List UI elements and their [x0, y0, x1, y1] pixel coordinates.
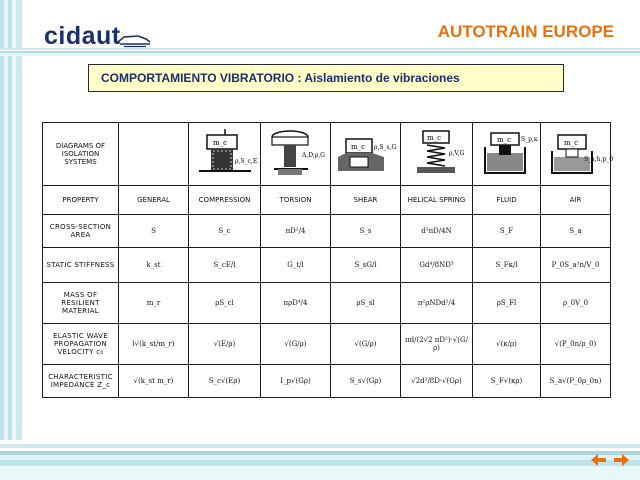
- table-cell: S_c: [189, 215, 261, 248]
- table-cell: ρS_Fl: [473, 283, 541, 324]
- left-decorative-stripe: [0, 0, 30, 480]
- torsion-diagram: [264, 127, 328, 181]
- table-cell: S_a: [541, 215, 611, 248]
- diagrams-header-label: DIAGRAMS OF ISOLATION SYSTEMS: [55, 142, 106, 166]
- diagram-torsion-cell: [261, 123, 331, 186]
- compression-diagram: [193, 127, 257, 181]
- table-row: [43, 324, 611, 365]
- row-label: MASS OF RESILIENT MATERIAL: [43, 283, 119, 324]
- helical-mass-label: m_c: [426, 134, 441, 142]
- diagram-fluid-cell: [473, 123, 541, 186]
- table-cell: πρD⁴/4: [261, 283, 331, 324]
- table-cell: Gd⁴/8ND³: [401, 248, 473, 283]
- table-row: [43, 365, 611, 398]
- row-label: ELASTIC WAVE PROPAGATION VELOCITY c₀: [43, 324, 119, 365]
- diagram-helical-cell: [401, 123, 473, 186]
- table-row: [43, 248, 611, 283]
- column-header-property: PROPERTY: [43, 186, 119, 215]
- table-cell: S_F: [473, 215, 541, 248]
- shear-diagram: [334, 127, 398, 181]
- table-cell: ρ_0V_0: [541, 283, 611, 324]
- table-cell: π²ρNDd²/4: [401, 283, 473, 324]
- table-cell: πD²/4: [261, 215, 331, 248]
- helical-params-label: ρ,V,G: [448, 150, 464, 157]
- diagram-air-cell: [541, 123, 611, 186]
- column-header-fluid: FLUID: [473, 186, 541, 215]
- table-row: [43, 283, 611, 324]
- table-cell: πd/(2√2 πD²)·√(G/ρ): [401, 324, 473, 365]
- row-label: STATIC STIFFNESS: [43, 248, 119, 283]
- diagrams-header-cell: [43, 123, 119, 186]
- table-cell: √(E/ρ): [189, 324, 261, 365]
- table-cell: P_0S_a²n/V_0: [541, 248, 611, 283]
- cidaut-logo: cidaut: [44, 22, 121, 50]
- autotrain-europe-title: AUTOTRAIN EUROPE: [437, 22, 614, 41]
- table-cell: S_s√(Gρ): [331, 365, 401, 398]
- table-cell: G_t/l: [261, 248, 331, 283]
- table-cell: d²πD/4N: [401, 215, 473, 248]
- fluid-diagram: [475, 127, 539, 181]
- table-cell: l√(k_st/m_r): [119, 324, 189, 365]
- table-cell: I_p√(Gρ): [261, 365, 331, 398]
- column-header-general: GENERAL: [119, 186, 189, 215]
- table-cell: ρS_sl: [331, 283, 401, 324]
- table-cell: √(κ/ρ): [473, 324, 541, 365]
- table-cell: S_Fκ/l: [473, 248, 541, 283]
- air-diagram: [544, 127, 613, 181]
- slide-title: COMPORTAMIENTO VIBRATORIO : Aislamiento de vibraciones: [101, 71, 460, 85]
- row-label: CROSS-SECTION AREA: [43, 215, 119, 248]
- isolation-systems-table: [42, 122, 611, 398]
- table-cell: √(P_0n/ρ_0): [541, 324, 611, 365]
- table-cell: k_st: [119, 248, 189, 283]
- diagram-compression-cell: [189, 123, 261, 186]
- row-label: CHARACTERISTIC IMPEDANCE Z_c: [43, 365, 119, 398]
- column-header-torsion: TORSION: [261, 186, 331, 215]
- table-cell: √(k_st m_r): [119, 365, 189, 398]
- isolation-systems-scan: [42, 122, 613, 415]
- air-params-label: S_a,h,p_0: [583, 156, 613, 163]
- shear-params-label: ρ,S_s,G: [373, 144, 396, 151]
- torsion-params-label: A,D,ρ,G: [301, 152, 325, 159]
- table-cell: S_c√(Eρ): [189, 365, 261, 398]
- fluid-mass-label: m_c: [497, 136, 512, 144]
- diagram-row: [43, 123, 611, 186]
- column-header-row: [43, 186, 611, 215]
- fluid-params-label: S_p,κ: [521, 136, 538, 143]
- arrow-left-icon[interactable]: [590, 452, 608, 468]
- table-cell: √(G/ρ): [331, 324, 401, 365]
- column-header-compression: COMPRESSION: [189, 186, 261, 215]
- car-logo-icon: [116, 28, 152, 48]
- table-cell: m_r: [119, 283, 189, 324]
- table-cell: S_sG/l: [331, 248, 401, 283]
- shear-mass-label: m_c: [350, 143, 365, 151]
- column-header-shear: SHEAR: [331, 186, 401, 215]
- diagram-general-cell: [119, 123, 189, 186]
- air-mass-label: m_c: [563, 139, 578, 147]
- column-header-air: AIR: [541, 186, 611, 215]
- table-cell: √(G/ρ): [261, 324, 331, 365]
- table-cell: √2d²/8D·√(Gρ): [401, 365, 473, 398]
- footer-decorative-stripe: [0, 440, 640, 480]
- helical-spring-diagram: [405, 127, 469, 181]
- table-cell: S_a√(P_0ρ_0n): [541, 365, 611, 398]
- column-header-helical-spring: HELICAL SPRING: [401, 186, 473, 215]
- table-cell: ρS_cl: [189, 283, 261, 324]
- table-cell: S_cE/l: [189, 248, 261, 283]
- compression-params-label: ρ,S_c,E: [234, 158, 257, 165]
- compression-mass-label: m_c: [212, 139, 227, 147]
- table-cell: S_s: [331, 215, 401, 248]
- table-cell: S: [119, 215, 189, 248]
- slide-title-box: [88, 64, 564, 92]
- table-cell: S_F√(κρ): [473, 365, 541, 398]
- table-row: [43, 215, 611, 248]
- arrow-right-icon[interactable]: [612, 452, 630, 468]
- diagram-shear-cell: [331, 123, 401, 186]
